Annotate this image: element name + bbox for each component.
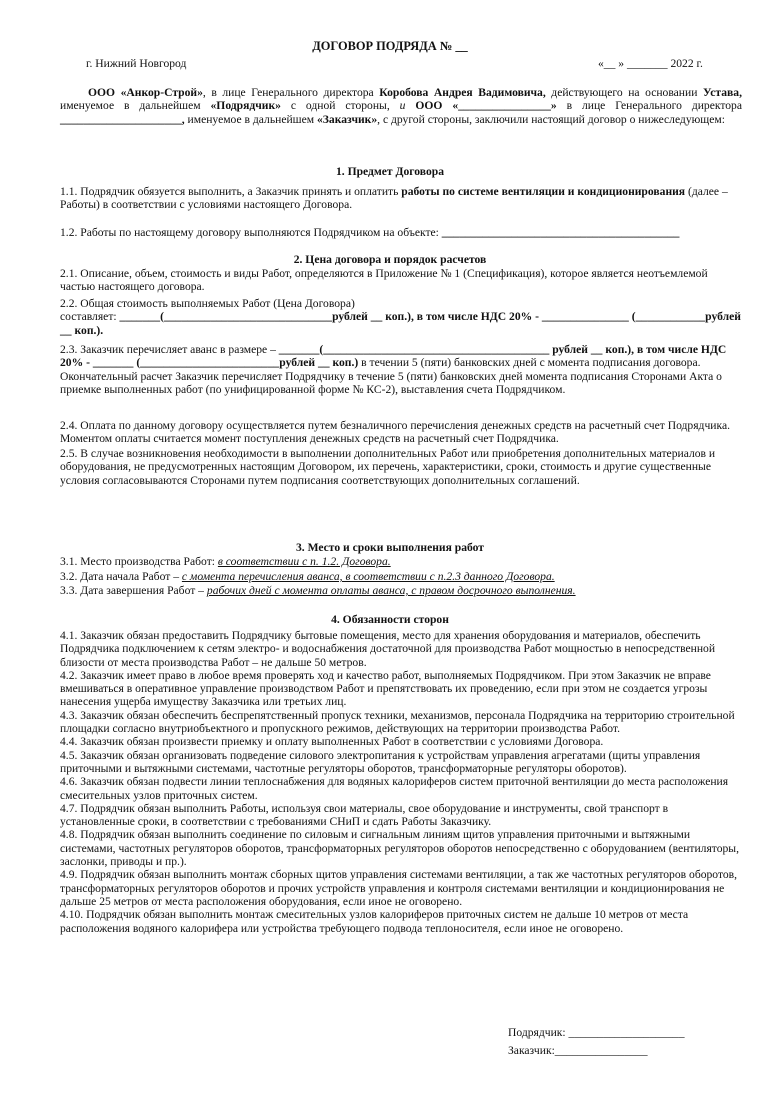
intro-text: в лице Генерального директора — [556, 99, 743, 113]
intro-text: действующего на основании — [545, 86, 703, 99]
customer-company: ООО «________________» — [415, 99, 557, 113]
city-label: г. Нижний Новгород — [86, 57, 187, 70]
clause-4-7: 4.7. Подрядчик обязан выполнить Работы, используя свои материалы, свое оборудование и инструменты, свой транспорт в установленные сроки, в соответствии с требованиями СНиП и сдать Работы Заказчику. — [60, 801, 669, 829]
clause-4-4: 4.4. Заказчик обязан произвести приемку и оплату выполненных Работ в соответствии с условиями Договора. — [60, 735, 604, 749]
customer-director-blank: _____________________, — [60, 112, 185, 126]
clause-2-2 — [60, 297, 742, 337]
charter-word: Устава, — [702, 86, 742, 99]
clause-2-4 — [60, 419, 742, 446]
intro-text: и — [399, 99, 406, 113]
customer-role: «Заказчик» — [317, 112, 378, 126]
intro-text: именуемое в дальнейшем — [60, 99, 211, 113]
clause-4-2: 4.2. Заказчик имеет право в любое время проверять ход и качество работ, выполняемых Подрядчиком. При этом Заказчик не вправе вмешиваться в оперативное управление производством Работ и препятствовать их проведению, если при этом не создается угрозы нанесения ущерба имуществу Заказчика или третьих лиц. — [60, 668, 711, 709]
clause-text: 2.3. Заказчик перечисляет аванс в размере – — [60, 343, 279, 356]
clause-4-9: 4.9. Подрядчик обязан выполнить монтаж сборных щитов управления системами вентиляции, а так же частотных регуляторов оборотов, трансформаторных регуляторов оборотов и прочих устройств управления и контроля системами вентиляции и кондиционирования не дальше 25 метров от места расположения оборудования, если иное не оговорено. — [60, 868, 738, 908]
intro-text: , с другой стороны, заключили настоящий договор о нижеследующем: — [377, 112, 725, 126]
clause-3-2 — [60, 570, 742, 583]
clause-2-3 — [60, 343, 742, 396]
clause-text: составляет: — [60, 310, 120, 324]
section-1-title: 1. Предмет Договора — [335, 165, 445, 178]
clause-4-6: 4.6. Заказчик обязан подвести линии теплоснабжения для водяных калориферов систем приточной вентиляции до места расположения смесительных узлов приточных систем. — [60, 775, 729, 802]
intro-text — [405, 99, 415, 112]
date-field: «__ » _______ 2022 г. — [598, 57, 703, 70]
clause-2-5 — [60, 447, 742, 487]
object-blank: _________________________________________ — [441, 226, 680, 239]
clause-text: (далее – Работы) в соответствии с условиями настоящего Договора. — [60, 185, 728, 212]
document-title: ДОГОВОР ПОДРЯДА № __ — [312, 39, 468, 53]
price-blank: _______(_____________________________рублей __ коп.), в том числе НДС 20% - _______________ (____________рублей __ коп.). — [60, 310, 741, 337]
clause-1-1 — [60, 185, 742, 212]
section-4-title: 4. Обязанности сторон — [331, 613, 449, 626]
section-3-title: 3. Место и сроки выполнения работ — [295, 541, 484, 554]
clause-text: 2.2. Общая стоимость выполняемых Работ (Цена Договора) — [60, 297, 355, 310]
customer-signature: Заказчик:________________ — [508, 1044, 648, 1057]
clause-3-3 — [60, 584, 742, 597]
intro-paragraph — [60, 86, 742, 126]
clause-1-2 — [60, 226, 742, 239]
intro-text: именуемое в дальнейшем — [184, 112, 317, 126]
clause-2-1 — [60, 267, 742, 294]
clause-text: 3.1. Место производства Работ: — [60, 555, 218, 568]
clause-italic: в соответствии с п. 1.2. Договора. — [217, 555, 391, 568]
clause-4-1: 4.1. Заказчик обязан предоставить Подрядчику бытовые помещения, место для хранения оборудования и материалов, обеспечить Подрядчика подключением к сетям электро- и водоснабжения достаточной для производства Работ мощностью в непосредственной близости от места производства Работ – не дальше 50 метров. — [60, 629, 716, 669]
contractor-company: ООО «Анкор-Строй» — [88, 86, 203, 99]
clause-text: 2.5. В случае возникновения необходимости в выполнении дополнительных Работ или приобретения дополнительных материалов и оборудования, не предусмотренных настоящим Договором, их перечень, характеристики, сроки, стоимость и другие существенные условия согласовываются Сторонами путем подписания соответствующих дополнительных соглашений. — [60, 447, 716, 487]
section-2-title: 2. Цена договора и порядок расчетов — [293, 253, 487, 266]
clause-text: 1.1. Подрядчик обязуется выполнить, а Заказчик принять и оплатить — [60, 185, 402, 198]
section-4-body — [60, 629, 742, 935]
clause-text: 1.2. Работы по настоящему договору выполняются Подрядчиком на объекте: — [60, 226, 442, 239]
clause-text: 2.4. Оплата по данному договору осуществляется путем безналичного перечисления денежных средств на расчетный счет Подрядчика. Моментом оплаты считается момент поступления денежных средств на расчетный счет Подрядчика. — [60, 419, 730, 446]
clause-italic: рабочих дней с момента оплаты аванса, с правом досрочного выполнения. — [206, 584, 576, 597]
clause-3-1 — [60, 555, 742, 568]
intro-text: с одной стороны, — [280, 99, 400, 113]
clause-4-10: 4.10. Подрядчик обязан выполнить монтаж смесительных узлов калориферов приточных систем не дальше 10 метров от места расположения водяного калорифера или устройства требующего подвода теплоносителя, если иное не оговорено. — [60, 908, 689, 935]
intro-text: , в лице Генерального директора — [202, 86, 380, 99]
contractor-role: «Подрядчик» — [210, 99, 281, 113]
clause-4-8: 4.8. Подрядчик обязан выполнить соединение по силовым и сигнальным линиям щитов управления приточными и вытяжными системами, частотных регуляторов оборотов, трансформаторных регуляторов оборотов непосредственно с оборудованием (вентиляторы, заслонки, приводы и пр.). — [60, 828, 739, 869]
clause-italic: с момента перечисления аванса, в соответствии с п.2.3 данного Договора. — [181, 570, 555, 583]
clause-text: 3.2. Дата начала Работ – — [60, 570, 182, 583]
clause-4-3: 4.3. Заказчик обязан обеспечить беспрепятственный пропуск техники, механизмов, персонала Подрядчика на территорию строительной площадки согласно внутриобъектного и пропускного режимов, действующих на территории производства Работ. — [60, 708, 735, 736]
clause-text: 2.1. Описание, объем, стоимость и виды Работ, определяются в Приложение № 1 (Спецификация), которое является неотъемлемой частью настоящего договора. — [60, 267, 708, 294]
clause-4-5: 4.5. Заказчик обязан организовать подведение силового электропитания к устройствам управления агрегатами (щиты управления приточными и вытяжными системами, частотные регуляторы оборотов, трансформаторные регуляторы оборотов). — [60, 748, 701, 775]
clause-text: в течении 5 (пяти) банковских дней с момента подписания договора. Окончательный расчет Заказчик перечисляет Подрядчику в течение 5 (пяти) банковских дней момента подписания Сторонами Акта о приемке выполненных работ (по унифицированной форме № КС-2), выставления счета Подрядчиком. — [60, 356, 722, 396]
director-name: Коробова Андрея Вадимовича, — [379, 86, 546, 99]
clause-text: 3.3. Дата завершения Работ – — [60, 584, 207, 597]
clause-bold: работы по системе вентиляции и кондиционирования — [401, 185, 686, 198]
contractor-signature: Подрядчик: ____________________ — [508, 1026, 685, 1039]
advance-blank: _______(_______________________________________ рублей __ коп.), в том числе НДС 20% - _______ (________________________рублей __ коп.) — [60, 343, 727, 370]
